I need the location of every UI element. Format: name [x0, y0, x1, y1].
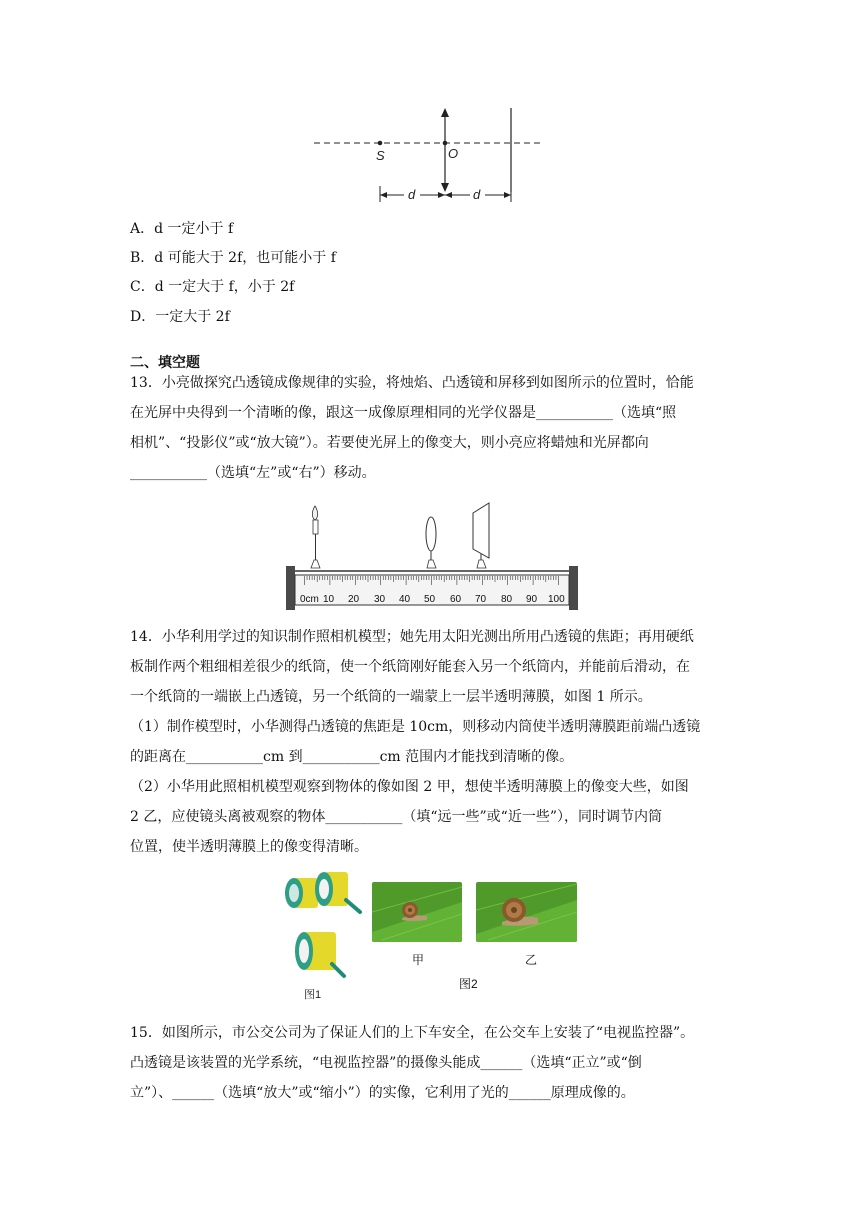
dim-arrow: [380, 192, 387, 198]
q14-line: （2）小华用此照相机模型观察到物体的像如图 2 甲，想使半透明薄膜上的像变大些，如图: [130, 779, 689, 795]
label-o: O: [448, 146, 459, 161]
q14-line: 一个纸筒的一端嵌上凸透镜，另一个纸筒的一端蒙上一层半透明薄膜，如图 1 所示。: [130, 689, 652, 705]
ruler-label: 10: [323, 594, 335, 605]
lens-arrow-down: [441, 183, 449, 192]
question-14: [130, 622, 730, 862]
lens-arrow-up: [441, 108, 449, 117]
convex-lens-holder: [426, 517, 436, 568]
q14-line: 板制作两个粗细相差很少的纸筒，使一个纸筒刚好能套入另一个纸筒内，并能前后滑动，在: [130, 659, 690, 675]
q15-line: 凸透镜是该装置的光学系统，“电视监控器”的摄像头能成______（选填“正立”或“倒: [130, 1055, 642, 1071]
q13-line: ___________（选填“左”或“右”）移动。: [130, 465, 376, 481]
q14-line: 的距离在___________cm 到___________cm 范围内才能找到清晰的像。: [130, 749, 574, 765]
ruler-label: 70: [475, 594, 487, 605]
ruler-label: 20: [348, 594, 360, 605]
photo-a-label: 甲: [412, 953, 425, 967]
ruler-label: 80: [501, 594, 513, 605]
section-title: 二、填空题: [130, 355, 200, 371]
bench-left-stand: [286, 566, 295, 610]
tube-left: [285, 878, 318, 908]
label-d-right: d: [473, 187, 481, 202]
fig1-label: 图1: [304, 989, 322, 1001]
q14-line: 位置，使半透明薄膜上的像变得清晰。: [130, 839, 368, 855]
question-15: [130, 1018, 730, 1108]
lens-diagram: [300, 100, 560, 210]
photo-b-label: 乙: [525, 953, 538, 967]
q15-line: 15．如图所示，市公交公司为了保证人们的上下车安全，在公交车上安装了“电视监控器”。: [130, 1025, 695, 1041]
snail-photo-b: [476, 882, 577, 942]
q15-line: 立”）、______（选填“放大”或“缩小”）的实像，它利用了光的______原理成像的。: [130, 1085, 635, 1101]
point-o: [443, 141, 448, 146]
ruler-label: 0cm: [300, 594, 319, 605]
tube-right: [315, 872, 360, 912]
point-s: [378, 141, 383, 146]
ruler-label: 30: [374, 594, 386, 605]
option-b: B．d 可能大于 2f，也可能小于 f: [130, 250, 336, 266]
light-screen: [473, 503, 489, 568]
dim-arrow: [438, 192, 445, 198]
candle: [311, 506, 320, 568]
dim-arrow: [504, 192, 511, 198]
ruler-label: 40: [399, 594, 411, 605]
label-d-left: d: [408, 187, 416, 202]
option-c: C．d 一定大于 f，小于 2f: [130, 279, 295, 295]
q14-line: 2 乙，应使镜头离被观察的物体___________（填“远一些”或“近一些”），同时调节内筒: [130, 809, 662, 825]
ruler-label: 50: [424, 594, 436, 605]
ruler-label: 100: [548, 594, 565, 605]
bench-right-stand: [569, 566, 578, 610]
q14-line: （1）制作模型时，小华测得凸透镜的焦距是 10cm，则移动内筒使半透明薄膜距前端凸透镜: [130, 719, 701, 735]
option-d: D．一定大于 2f: [130, 309, 230, 325]
paper-tube-figure: [282, 864, 366, 1004]
ruler-label: 60: [450, 594, 462, 605]
q13-line: 在光屏中央得到一个清晰的像，跟这一成像原理相同的光学仪器是___________（选填“照: [130, 405, 677, 421]
q13-line: 13．小亮做探究凸透镜成像规律的实验，将烛焰、凸透镜和屏移到如图所示的位置时，恰能: [130, 375, 694, 391]
snail-photo-a: [372, 882, 462, 942]
option-a: A．d 一定小于 f: [130, 221, 234, 237]
q14-line: 14．小华利用学过的知识制作照相机模型；她先用太阳光测出所用凸透镜的焦距；再用硬纸: [130, 629, 694, 645]
question-13: [130, 368, 730, 488]
ruler-label: 90: [526, 594, 538, 605]
fig2-label: 图2: [459, 977, 478, 991]
tube-assembled: [295, 932, 344, 976]
optical-bench: [280, 498, 585, 614]
label-s: S: [376, 148, 385, 163]
q13-line: 相机”、“投影仪”或“放大镜”）。若要使光屏上的像变大，则小亮应将蜡烛和光屏都向: [130, 435, 649, 451]
